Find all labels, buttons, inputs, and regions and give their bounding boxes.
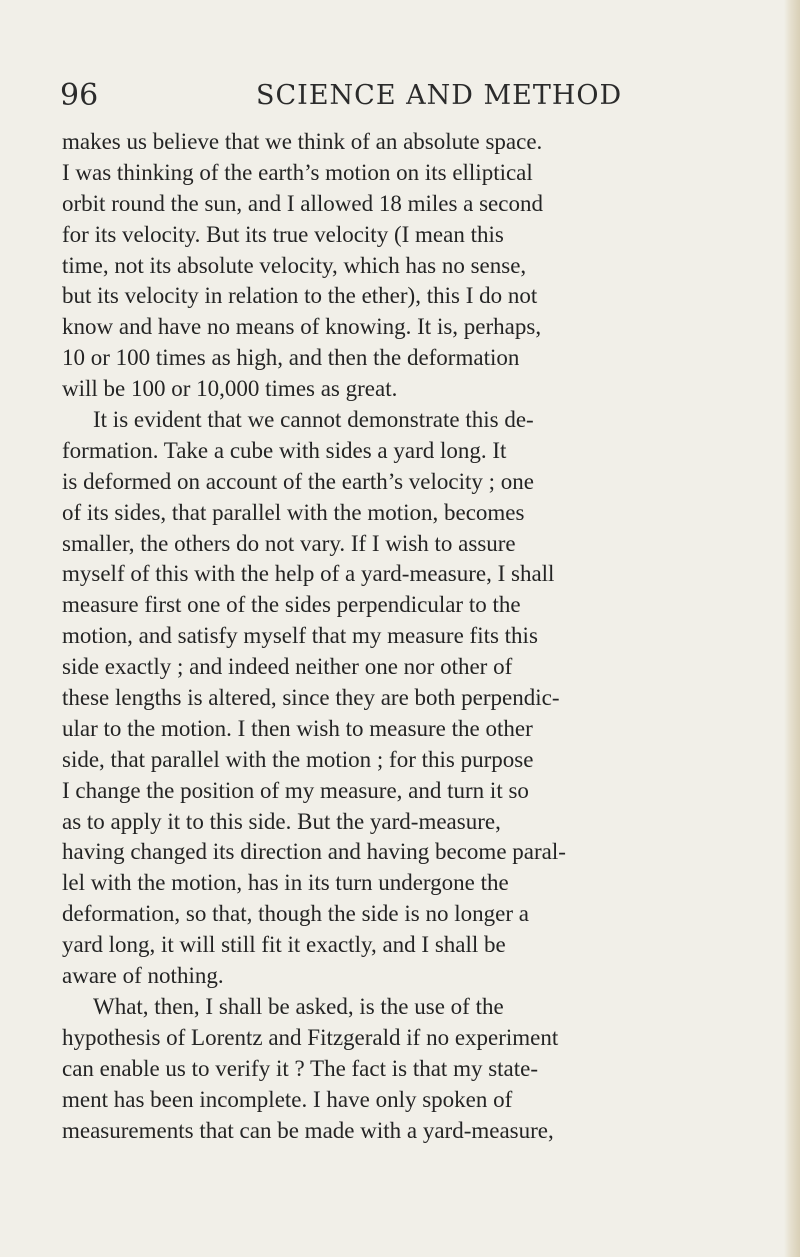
page-number: 96 <box>60 78 99 113</box>
text-line: side, that parallel with the motion ; for this purpose <box>62 746 534 772</box>
text-line: know and have no means of knowing. It is, perhaps, <box>62 314 542 340</box>
text-line: time, not its absolute velocity, which has no sense, <box>62 252 527 278</box>
text-line: deformation, so that, though the side is no longer a <box>62 901 529 927</box>
text-line: I was thinking of the earth’s motion on its elliptical <box>62 159 533 185</box>
text-line: will be 100 or 10,000 times as great. <box>62 376 398 402</box>
paragraph-2 <box>62 405 742 992</box>
text-line: myself of this with the help of a yard-measure, I shall <box>62 561 555 587</box>
text-line: 10 or 100 times as high, and then the deformation <box>62 345 520 371</box>
text-line: measurements that can be made with a yard-measure, <box>62 1117 554 1143</box>
text-line: measure first one of the sides perpendicular to the <box>62 592 521 618</box>
text-line: having changed its direction and having become paral- <box>62 839 566 865</box>
paragraph-1 <box>62 127 742 405</box>
text-line: for its velocity. But its true velocity (I mean this <box>62 221 504 247</box>
page-edge-shadow <box>784 0 800 1257</box>
paragraph-3 <box>62 992 742 1146</box>
text-line: I change the position of my measure, and turn it so <box>62 777 529 803</box>
text-line: lel with the motion, has in its turn undergone the <box>62 870 509 896</box>
text-line: formation. Take a cube with sides a yard long. It <box>62 437 507 463</box>
text-line: aware of nothing. <box>62 963 224 989</box>
text-line: It is evident that we cannot demonstrate this de- <box>93 407 534 433</box>
text-line: makes us believe that we think of an absolute space. <box>62 129 543 154</box>
text-line: is deformed on account of the earth’s velocity ; one <box>62 468 534 494</box>
text-line: but its velocity in relation to the ether), this I do not <box>62 283 538 309</box>
text-line: can enable us to verify it ? The fact is that my state- <box>62 1055 539 1081</box>
text-line: What, then, I shall be asked, is the use of the <box>93 993 504 1019</box>
text-line: of its sides, that parallel with the motion, becomes <box>62 499 525 525</box>
page-title: SCIENCE AND METHOD <box>256 80 623 111</box>
body-text <box>62 127 742 1146</box>
text-line: ment has been incomplete. I have only spoken of <box>62 1086 513 1112</box>
running-head <box>60 78 623 118</box>
text-line: ular to the motion. I then wish to measure the other <box>62 715 533 741</box>
text-line: hypothesis of Lorentz and Fitzgerald if no experiment <box>62 1024 559 1050</box>
text-line: motion, and satisfy myself that my measure fits this <box>62 623 538 649</box>
text-line: as to apply it to this side. But the yard-measure, <box>62 808 501 834</box>
text-line: side exactly ; and indeed neither one nor other of <box>62 654 513 680</box>
text-line: smaller, the others do not vary. If I wish to assure <box>62 530 516 556</box>
text-line: these lengths is altered, since they are both perpendic- <box>62 685 560 711</box>
text-line: yard long, it will still fit it exactly, and I shall be <box>62 932 506 958</box>
text-line: orbit round the sun, and I allowed 18 miles a second <box>62 190 543 216</box>
